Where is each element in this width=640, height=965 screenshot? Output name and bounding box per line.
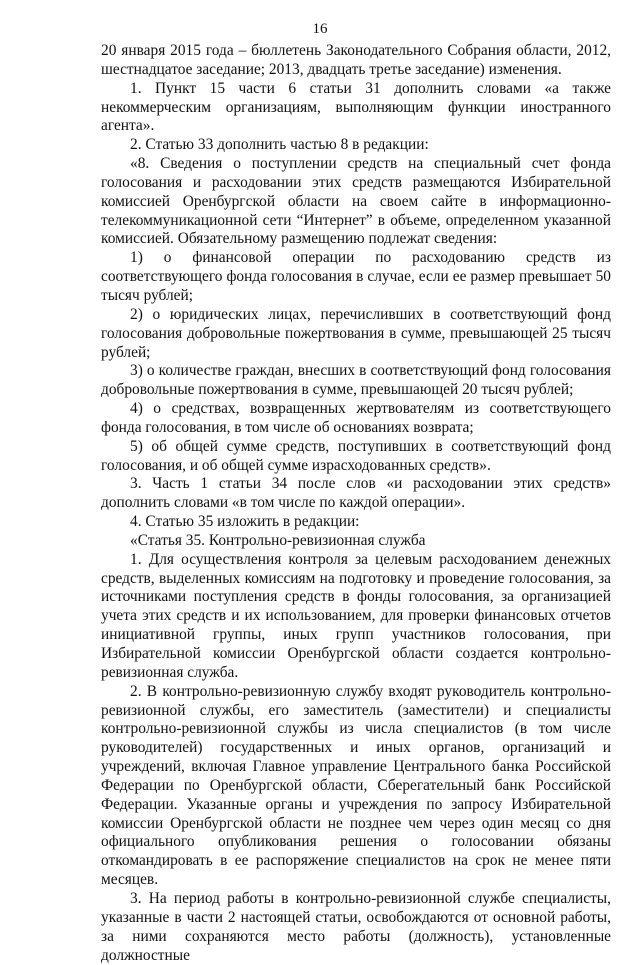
paragraph-article-part-3: 3. На период работы в контрольно-ревизионной службе специалисты, указанные в части 2 настоящей статьи, освобождаются от основной работы, за ними сохраняются место работы (должность), установленные должностные bbox=[101, 889, 611, 964]
paragraph-article-part-2: 2. В контрольно-ревизионную службу входят руководитель контрольно-ревизионной службы, его заместитель (заместители) и специалисты контрольно-ревизионной службы из числа специалистов (в том числе руководителей) государственных и иных органов, организаций и учреждений, включая Главное управление Центрального банка Российской Федерации по Оренбургской области, Сберегательный банк Российской Федерации. Указанные органы и учреждения по запросу Избирательной комиссии Оренбургской области не позднее чем через один месяц со дня официального опубликования решения о голосовании обязаны откомандировать в ее распоряжение специалистов на срок не менее пяти месяцев. bbox=[101, 682, 611, 889]
paragraph-item-3: 3. Часть 1 статьи 34 после слов «и расходовании этих средств» дополнить словами «в том числе по каждой операции». bbox=[101, 475, 611, 512]
paragraph-continuation: 20 января 2015 года – бюллетень Законодательного Собрания области, 2012, шестнадцатое заседание; 2013, двадцать третье заседание) изменения. bbox=[101, 42, 611, 78]
article-35-heading: «Статья 35. Контрольно-ревизионная служба bbox=[130, 531, 426, 549]
paragraph-subitem-2: 2) о юридических лицах, перечисливших в соответствующий фонд голосования добровольные пожертвования в сумме, превышающей 25 тысяч рублей; bbox=[101, 305, 611, 361]
paragraph-subitem-5: 5) об общей сумме средств, поступивших в соответствующий фонд голосования, и об общей сумме израсходованных средств». bbox=[101, 437, 611, 474]
paragraph-item-4: 4. Статью 35 изложить в редакции: bbox=[130, 513, 360, 531]
paragraph-item-2: 2. Статью 33 дополнить частью 8 в редакции: bbox=[130, 136, 429, 154]
document-body bbox=[101, 42, 611, 965]
paragraph-subitem-4: 4) о средствах, возвращенных жертвователям из соответствующего фонда голосования, в том числе об основаниях возврата; bbox=[101, 400, 611, 436]
paragraph-article-part-1: 1. Для осуществления контроля за целевым расходованием денежных средств, выделенных комиссиям на подготовку и проведение голосования, за источниками поступления средств в фонды голосования, за организацией учета этих средств и их использованием, для проверки финансовых отчетов инициативной группы, иных групп участников голосования, при Избирательной комиссии Оренбургской области создается контрольно-ревизионная служба. bbox=[101, 550, 611, 681]
paragraph-subitem-1: 1) о финансовой операции по расходованию средств из соответствующего фонда голосования в случае, если ее размер превышает 50 тысяч рублей; bbox=[101, 249, 611, 304]
page-number: 16 bbox=[312, 21, 328, 37]
paragraph-item-1: 1. Пункт 15 части 6 статьи 31 дополнить словами «а также некоммерческим организациям, выполняющим функции иностранного агента». bbox=[101, 79, 611, 135]
paragraph-subitem-3: 3) о количестве граждан, внесших в соответствующий фонд голосования добровольные пожертвования в сумме, превышающей 20 тысяч рублей; bbox=[101, 362, 611, 399]
paragraph-part-8: «8. Сведения о поступлении средств на специальный счет фонда голосования и расходовании этих средств размещаются Избирательной комиссией Оренбургской области на своем сайте в информационно-телекоммуникационной сети “Интернет” в объеме, определенном указанной комиссией. Обязательному размещению подлежат сведения: bbox=[101, 155, 611, 248]
